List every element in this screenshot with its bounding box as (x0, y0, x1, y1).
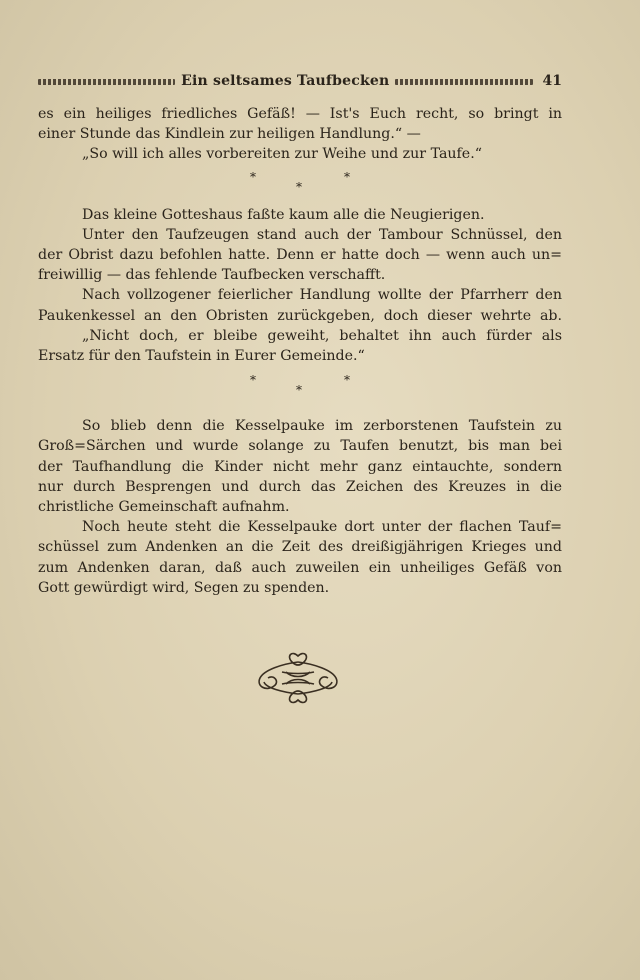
text-line: zum Andenken daran, daß auch zuweilen ein unheiliges Gefäß von (38, 559, 562, 576)
text-line: der Taufhandlung die Kinder nicht mehr ganz eintauchte, sondern (38, 458, 562, 475)
decorative-rule-right (395, 79, 532, 85)
paragraph (38, 104, 562, 144)
section-break (38, 366, 562, 416)
text-line: Nach vollzogener feierlicher Handlung wollte der Pfarrherr den (82, 287, 562, 304)
paragraph (38, 326, 562, 366)
running-head (38, 70, 562, 92)
paragraph (38, 205, 562, 225)
asterisk: * (296, 179, 302, 194)
decorative-rule-left (38, 79, 175, 85)
asterisk: * (296, 383, 302, 398)
asterisk: * (250, 169, 256, 184)
text-line: Noch heute steht die Kesselpauke dort unter der flachen Tauf= (82, 519, 562, 536)
text-line: der Obrist dazu befohlen hatte. Denn er hatte doch — wenn auch un= (38, 247, 562, 264)
running-title: Ein seltsames Taufbecken (181, 73, 390, 89)
paragraph (38, 285, 562, 325)
text-line: christliche Gemeinschaft aufnahm. (38, 499, 290, 516)
text-line: es ein heiliges friedliches Gefäß! — Ist's Euch recht, so bringt in (38, 106, 562, 122)
knot-ornament-icon (252, 648, 344, 708)
text-line: Gott gewürdigt wird, Segen zu spenden. (38, 579, 330, 596)
text-line: So blieb denn die Kesselpauke im zerborstenen Taufstein zu (82, 418, 562, 435)
text-line: nur durch Besprengen und durch das Zeichen des Kreuzes in die (38, 478, 562, 495)
text-line: einer Stunde das Kindlein zur heiligen Handlung.“ — (38, 126, 421, 143)
paragraph (38, 416, 562, 517)
paragraph (38, 517, 562, 598)
text-line: Groß=Särchen und wurde solange zu Taufen benutzt, bis man bei (38, 438, 562, 455)
asterisk: * (344, 169, 350, 184)
body-text (38, 104, 562, 598)
asterisk: * (250, 373, 256, 388)
section-break (38, 165, 562, 205)
paragraph (38, 144, 562, 164)
text-line: Unter den Taufzeugen stand auch der Tambour Schnüssel, den (82, 226, 562, 243)
paragraph (38, 225, 562, 286)
text-line: schüssel zum Andenken an die Zeit des dreißigjährigen Krieges und (38, 539, 562, 556)
text-line: Paukenkessel an den Obristen zurückgeben, doch dieser wehrte ab. (38, 307, 562, 324)
asterisk: * (344, 373, 350, 388)
text-line: Das kleine Gotteshaus faßte kaum alle die Neugierigen. (82, 206, 485, 223)
text-line: freiwillig — das fehlende Taufbecken verschafft. (38, 267, 386, 284)
text-line: Ersatz für den Taufstein in Eurer Gemeinde.“ (38, 348, 365, 365)
text-line: „Nicht doch, er bleibe geweiht, behaltet ihn auch fürder als (82, 327, 562, 344)
text-line: „So will ich alles vorbereiten zur Weihe und zur Taufe.“ (82, 146, 482, 163)
page-number: 41 (542, 73, 563, 89)
